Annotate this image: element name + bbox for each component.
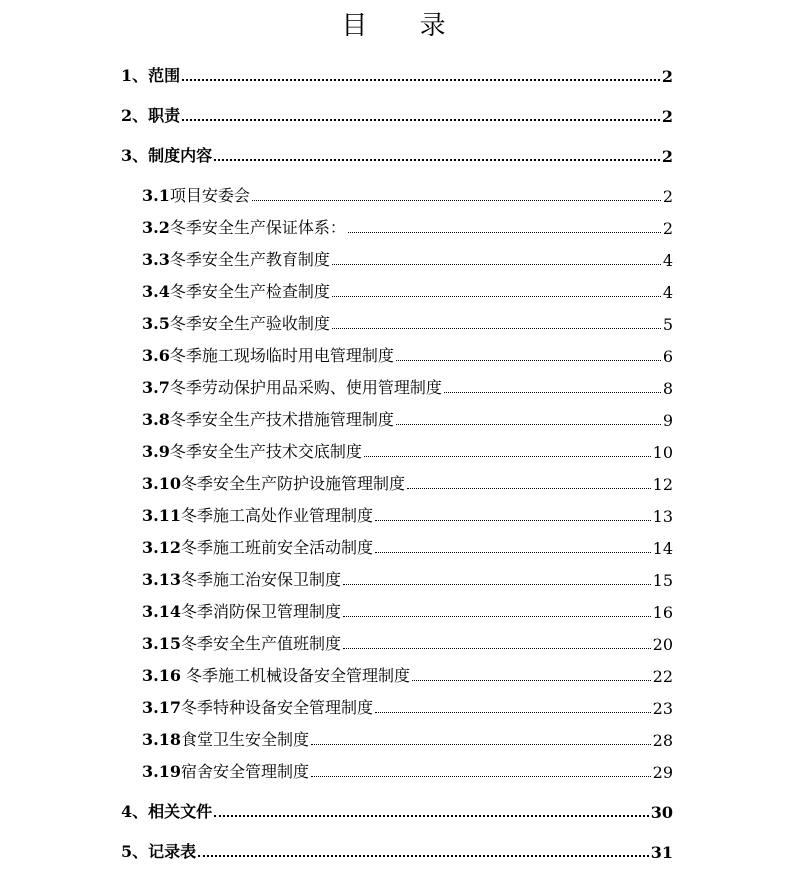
toc-entry-text: 冬季安全生产防护设施管理制度 bbox=[180, 474, 405, 493]
toc-entry-label bbox=[142, 727, 309, 750]
toc-entry-number: 3.2 bbox=[142, 218, 170, 237]
toc-entry-label bbox=[142, 503, 373, 526]
toc-entry-number: 2、 bbox=[121, 106, 149, 125]
toc-entry[interactable] bbox=[121, 798, 673, 822]
dot-leader bbox=[311, 775, 651, 777]
toc-entry-number: 3.5 bbox=[142, 314, 170, 333]
toc-entry-label bbox=[142, 663, 410, 686]
toc-entry[interactable] bbox=[121, 62, 673, 86]
toc-entry[interactable] bbox=[142, 214, 673, 238]
toc-entry-text: 冬季施工高处作业管理制度 bbox=[180, 506, 373, 525]
toc-entry-number: 3.7 bbox=[142, 378, 170, 397]
toc-entry-label bbox=[142, 695, 373, 718]
toc-entry-label bbox=[142, 375, 442, 398]
toc-page-number: 20 bbox=[652, 635, 673, 654]
dot-leader bbox=[214, 158, 660, 161]
toc-entry-label bbox=[142, 215, 346, 238]
dot-leader bbox=[332, 295, 661, 297]
toc-page-number: 2 bbox=[661, 107, 673, 126]
toc-entry-number: 3.18 bbox=[142, 730, 181, 749]
toc-entry-label bbox=[121, 799, 212, 822]
dot-leader bbox=[444, 391, 661, 393]
toc-entry-text: 相关文件 bbox=[148, 802, 213, 821]
dot-leader bbox=[407, 487, 651, 489]
toc-page-number: 14 bbox=[652, 539, 673, 558]
toc-entry-text: 项目安委会 bbox=[169, 186, 250, 205]
dot-leader bbox=[198, 854, 649, 857]
dot-leader bbox=[375, 711, 651, 713]
toc-entry-text: 宿舍安全管理制度 bbox=[180, 762, 309, 781]
toc-entry-number: 3.3 bbox=[142, 250, 170, 269]
toc-entry-text: 冬季安全生产值班制度 bbox=[180, 634, 341, 653]
toc-page-number: 28 bbox=[652, 731, 673, 750]
toc-entry-text: 冬季施工机械设备安全管理制度 bbox=[180, 666, 411, 685]
toc-page-number: 22 bbox=[652, 667, 673, 686]
dot-leader bbox=[252, 199, 661, 201]
toc-entry[interactable] bbox=[142, 470, 673, 494]
toc-entry[interactable] bbox=[142, 726, 673, 750]
toc-entry-text: 冬季特种设备安全管理制度 bbox=[180, 698, 373, 717]
toc-entry[interactable] bbox=[142, 246, 673, 270]
toc-entry[interactable] bbox=[142, 438, 673, 462]
toc-page-number: 12 bbox=[652, 475, 673, 494]
toc-entry-text: 冬季安全生产验收制度 bbox=[169, 314, 330, 333]
toc-entry-number: 3.4 bbox=[142, 282, 170, 301]
dot-leader bbox=[343, 583, 651, 585]
toc-entry-label bbox=[142, 599, 341, 622]
dot-leader bbox=[182, 118, 660, 121]
toc-entry-number: 3.11 bbox=[142, 506, 181, 525]
dot-leader bbox=[396, 423, 661, 425]
toc-entry-number: 3.10 bbox=[142, 474, 181, 493]
toc-entry[interactable] bbox=[142, 694, 673, 718]
toc-page-number: 10 bbox=[652, 443, 673, 462]
dot-leader bbox=[348, 231, 661, 233]
toc-entry-label bbox=[121, 63, 180, 86]
toc-entry-text: 制度内容 bbox=[148, 146, 213, 165]
toc-page-number: 15 bbox=[652, 571, 673, 590]
toc-entry-text: 冬季安全生产检查制度 bbox=[169, 282, 330, 301]
toc-entry-label bbox=[142, 471, 405, 494]
toc-entry-number: 1、 bbox=[121, 66, 149, 85]
toc-entry-text: 冬季安全生产教育制度 bbox=[169, 250, 330, 269]
toc-entry[interactable] bbox=[142, 502, 673, 526]
toc-entry[interactable] bbox=[121, 102, 673, 126]
toc-entry-text: 冬季安全生产技术交底制度 bbox=[169, 442, 362, 461]
toc-entry-text: 冬季劳动保护用品采购、使用管理制度 bbox=[169, 378, 442, 397]
toc-entry-label bbox=[142, 343, 394, 366]
toc-page-number: 23 bbox=[652, 699, 673, 718]
toc-entry-number: 3、 bbox=[121, 146, 149, 165]
toc-page-number: 13 bbox=[652, 507, 673, 526]
toc-entry-number: 3.9 bbox=[142, 442, 170, 461]
toc-entry-number: 5、 bbox=[121, 842, 149, 861]
toc-entry[interactable] bbox=[121, 838, 673, 862]
dot-leader bbox=[332, 327, 661, 329]
dot-leader bbox=[332, 263, 661, 265]
toc-entry-text: 记录表 bbox=[148, 842, 197, 861]
toc-entry-number: 3.8 bbox=[142, 410, 170, 429]
toc-entry[interactable] bbox=[142, 182, 673, 206]
toc-entry-text: 冬季施工治安保卫制度 bbox=[180, 570, 341, 589]
toc-page-number: 8 bbox=[662, 379, 673, 398]
toc-entry-text: 冬季安全生产保证体系： bbox=[169, 218, 346, 237]
toc-entry-label bbox=[121, 143, 212, 166]
toc-entry-text: 范围 bbox=[148, 66, 181, 85]
toc-page-number: 30 bbox=[650, 803, 673, 822]
dot-leader bbox=[343, 615, 651, 617]
toc-entry[interactable] bbox=[142, 406, 673, 430]
toc-entry-number: 4、 bbox=[121, 802, 149, 821]
toc-entry[interactable] bbox=[142, 598, 673, 622]
toc-entry[interactable] bbox=[121, 142, 673, 166]
toc-page-number: 4 bbox=[662, 283, 673, 302]
toc-entry[interactable] bbox=[142, 310, 673, 334]
toc-entry-label bbox=[121, 839, 196, 862]
toc-entry-label bbox=[142, 247, 330, 270]
dot-leader bbox=[214, 814, 649, 817]
toc-entry-text: 职责 bbox=[148, 106, 181, 125]
toc-entry[interactable] bbox=[142, 534, 673, 558]
toc-page-number: 2 bbox=[661, 67, 673, 86]
toc-page-number: 2 bbox=[662, 219, 673, 238]
toc-entry-number: 3.12 bbox=[142, 538, 181, 557]
toc-page-number: 31 bbox=[650, 843, 673, 862]
toc-entry-number: 3.14 bbox=[142, 602, 181, 621]
toc-entry[interactable] bbox=[142, 342, 673, 366]
dot-leader bbox=[412, 679, 651, 681]
toc-page-number: 4 bbox=[662, 251, 673, 270]
toc-entry[interactable] bbox=[142, 758, 673, 782]
toc-entry-label bbox=[142, 407, 394, 430]
toc-entry-text: 冬季施工现场临时用电管理制度 bbox=[169, 346, 394, 365]
toc-entry-number: 3.17 bbox=[142, 698, 181, 717]
toc-entry-number: 3.13 bbox=[142, 570, 181, 589]
toc-entry-number: 3.1 bbox=[142, 186, 170, 205]
dot-leader bbox=[375, 551, 651, 553]
dot-leader bbox=[396, 359, 661, 361]
dot-leader bbox=[343, 647, 651, 649]
toc-entry-label bbox=[142, 567, 341, 590]
toc-entry[interactable] bbox=[142, 566, 673, 590]
toc-entry-text: 食堂卫生安全制度 bbox=[180, 730, 309, 749]
toc-entry-label bbox=[142, 279, 330, 302]
dot-leader bbox=[182, 78, 660, 81]
toc-entry-label bbox=[142, 759, 309, 782]
toc-entry[interactable] bbox=[142, 630, 673, 654]
toc-page-number: 9 bbox=[662, 411, 673, 430]
toc-entry[interactable] bbox=[142, 374, 673, 398]
toc-entry-label bbox=[121, 103, 180, 126]
toc-title: 目 录 bbox=[341, 11, 468, 41]
toc-page-number: 6 bbox=[662, 347, 673, 366]
toc-entry[interactable] bbox=[142, 278, 673, 302]
toc-entry-label bbox=[142, 183, 250, 206]
toc-entry-text: 冬季施工班前安全活动制度 bbox=[180, 538, 373, 557]
toc-entry-number: 3.6 bbox=[142, 346, 170, 365]
toc-entry-label bbox=[142, 535, 373, 558]
toc-entry-number: 3.16 bbox=[142, 666, 181, 685]
toc-page-number: 29 bbox=[652, 763, 673, 782]
toc-entry-label bbox=[142, 631, 341, 654]
toc-entry-number: 3.19 bbox=[142, 762, 181, 781]
toc-entry-number: 3.15 bbox=[142, 634, 181, 653]
toc-entry-label bbox=[142, 311, 330, 334]
toc-page-number: 16 bbox=[652, 603, 673, 622]
toc-entry[interactable] bbox=[142, 662, 673, 686]
toc-page-number: 2 bbox=[662, 187, 673, 206]
toc-entry-label bbox=[142, 439, 362, 462]
dot-leader bbox=[375, 519, 651, 521]
toc-entry-text: 冬季消防保卫管理制度 bbox=[180, 602, 341, 621]
toc-page-number: 2 bbox=[661, 147, 673, 166]
toc-entry-text: 冬季安全生产技术措施管理制度 bbox=[169, 410, 394, 429]
toc-page-number: 5 bbox=[662, 315, 673, 334]
dot-leader bbox=[364, 455, 651, 457]
dot-leader bbox=[311, 743, 651, 745]
